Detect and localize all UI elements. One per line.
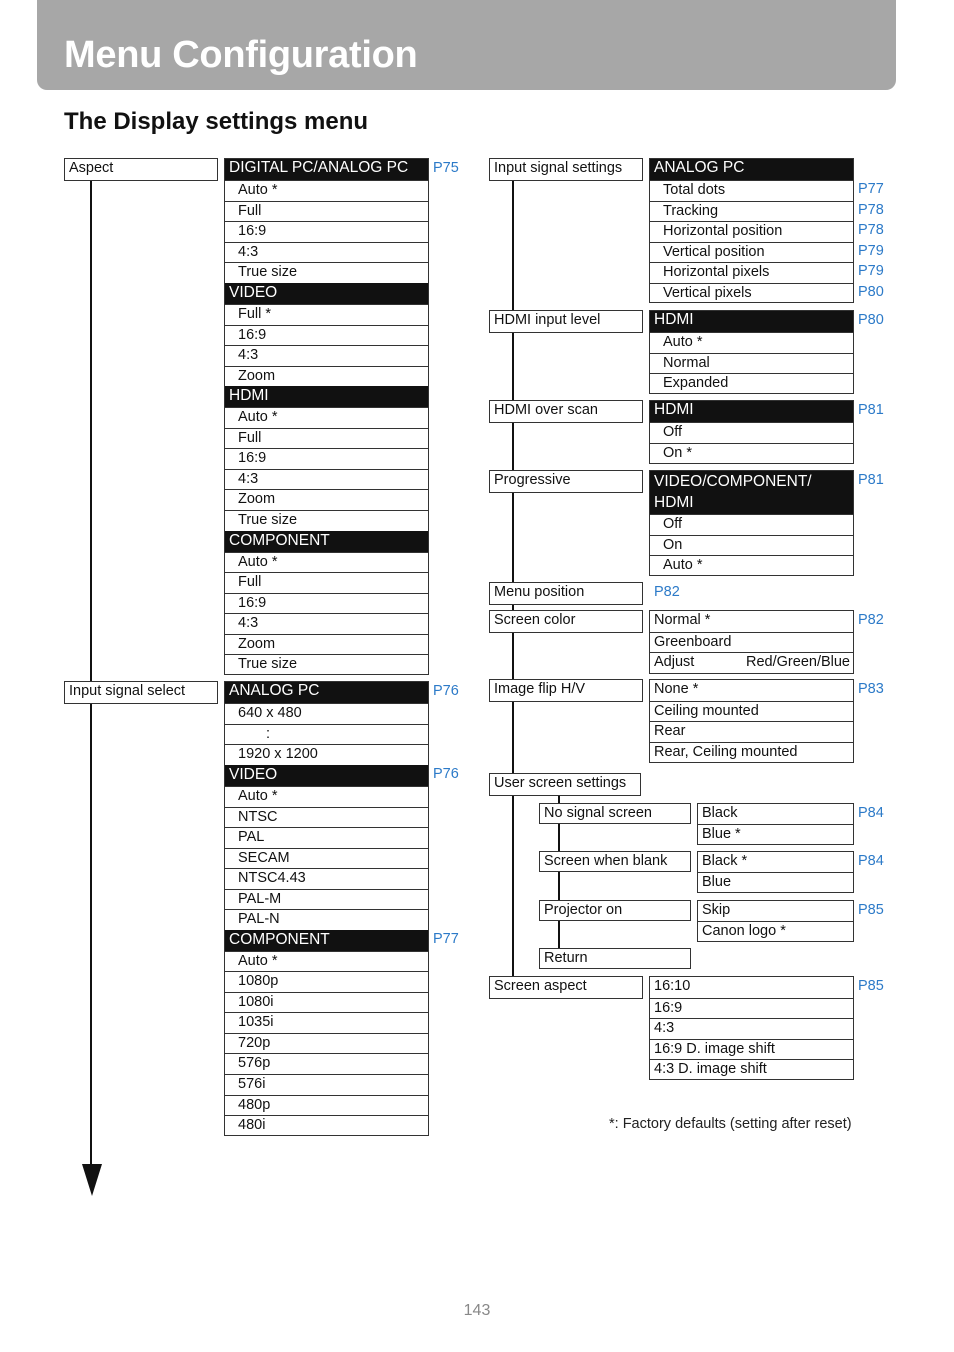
swb-option: Black * (702, 853, 748, 869)
input-signal-settings-list (649, 158, 854, 303)
image-flip-label: Image flip H/V (489, 679, 643, 702)
right-trunk-line (512, 180, 514, 978)
input-signal-select-label: Input signal select (64, 681, 218, 704)
input-signal-settings-label: Input signal settings (489, 158, 643, 181)
aspect-option: 4:3 (225, 345, 428, 366)
prog-option: On (650, 535, 853, 555)
sa-option: 16:9 D. image shift (650, 1039, 853, 1059)
aspect-options-list (224, 158, 429, 675)
page-ref-link[interactable]: P84 (858, 853, 884, 869)
aspect-group-hdmi: HDMI (225, 386, 428, 407)
aspect-option: Full (225, 428, 428, 448)
no-signal-screen-list (697, 803, 854, 845)
screen-aspect-label: Screen aspect (489, 976, 643, 999)
iss-option: 576i (225, 1074, 428, 1095)
flip-option: None * (654, 681, 699, 697)
page-title: Menu Configuration (64, 34, 418, 76)
section-title: The Display settings menu (64, 108, 369, 135)
hos-option: On * (650, 443, 853, 463)
iset-item: Total dots (650, 180, 853, 201)
aspect-option: Full (225, 201, 428, 221)
sa-option: 4:3 D. image shift (650, 1059, 853, 1079)
page-ref-link[interactable]: P80 (858, 312, 884, 328)
nss-option: Black (702, 805, 738, 821)
page-ref-link[interactable]: P77 (433, 931, 459, 947)
iss-option: 576p (225, 1053, 428, 1074)
iss-group-analog-pc: ANALOG PC (225, 682, 428, 703)
aspect-option: True size (225, 262, 428, 283)
aspect-option: 4:3 (225, 613, 428, 634)
pon-option: Skip (702, 902, 731, 918)
page-ref-link[interactable]: P79 (858, 243, 884, 259)
iss-option: Auto * (225, 951, 428, 971)
flip-option: Rear (650, 721, 853, 742)
prog-title-line2: HDMI (654, 494, 694, 511)
page-ref-link[interactable]: P81 (858, 402, 884, 418)
page-ref-link[interactable]: P83 (858, 681, 884, 697)
iset-item: Vertical pixels (650, 283, 853, 302)
page-ref-link[interactable]: P82 (858, 612, 884, 628)
aspect-option: 4:3 (225, 242, 428, 262)
sa-option: 4:3 (650, 1018, 853, 1039)
aspect-group-component: COMPONENT (225, 531, 428, 552)
aspect-option: Auto * (225, 180, 428, 201)
aspect-option: 16:9 (225, 221, 428, 242)
page-ref-link[interactable]: P78 (858, 222, 884, 238)
iss-option: 1035i (225, 1012, 428, 1033)
aspect-label: Aspect (64, 158, 218, 181)
flip-option: Ceiling mounted (650, 701, 853, 721)
progressive-label: Progressive (489, 470, 643, 493)
page-ref-link[interactable]: P85 (858, 978, 884, 994)
sa-option: 16:9 (650, 998, 853, 1018)
sa-option: 16:10 (654, 978, 691, 994)
prog-option: Auto * (650, 555, 853, 575)
page-ref-link[interactable]: P81 (858, 472, 884, 488)
pon-option: Canon logo * (698, 921, 853, 941)
footnote: *: Factory defaults (setting after reset) (609, 1116, 852, 1132)
screen-when-blank-label: Screen when blank (539, 851, 691, 872)
aspect-option: True size (225, 654, 428, 674)
aspect-option: 4:3 (225, 469, 428, 489)
image-flip-list (649, 679, 854, 763)
screen-when-blank-list (697, 851, 854, 893)
iss-option: NTSC (225, 807, 428, 827)
aspect-option: Zoom (225, 489, 428, 510)
iset-item: Horizontal pixels (650, 262, 853, 283)
aspect-option: Auto * (225, 552, 428, 572)
aspect-option: Zoom (225, 366, 428, 386)
iss-option: 1080i (225, 992, 428, 1012)
aspect-group-digital-pc: DIGITAL PC/ANALOG PC (225, 159, 428, 180)
hil-option: Normal (650, 353, 853, 373)
iss-ellipsis: : (266, 726, 271, 742)
page-ref-link[interactable]: P75 (433, 160, 459, 176)
progressive-list (649, 470, 854, 576)
screen-color-list (649, 610, 854, 674)
page-ref-link[interactable]: P79 (858, 263, 884, 279)
iss-option: 1080p (225, 971, 428, 992)
page-ref-link[interactable]: P84 (858, 805, 884, 821)
hdmi-input-level-list (649, 310, 854, 394)
sc-adjust-value: Red/Green/Blue (746, 654, 850, 670)
projector-on-label: Projector on (539, 900, 691, 921)
sc-option: Normal * (654, 612, 711, 628)
sc-option-adjust (650, 652, 853, 673)
flip-option: Rear, Ceiling mounted (650, 742, 853, 762)
iss-group-component: COMPONENT (225, 930, 428, 951)
iss-option: 1920 x 1200 (225, 744, 428, 765)
iss-option: 720p (225, 1033, 428, 1053)
hos-option: Off (650, 422, 853, 443)
hil-option: Expanded (650, 373, 853, 393)
iss-option: 480p (225, 1095, 428, 1115)
aspect-option: 16:9 (225, 448, 428, 469)
hdmi-input-level-label: HDMI input level (489, 310, 643, 333)
iss-option: Auto * (225, 786, 428, 807)
hos-group-hdmi: HDMI (650, 401, 853, 422)
iset-group-analog-pc: ANALOG PC (650, 159, 853, 180)
prog-option: Off (650, 514, 853, 535)
iss-group-video: VIDEO (225, 765, 428, 786)
page-ref-link[interactable]: P76 (433, 683, 459, 699)
iss-option: NTSC4.43 (225, 868, 428, 889)
iset-item: Tracking (650, 201, 853, 221)
hil-option: Auto * (650, 332, 853, 353)
down-arrow-icon (82, 1164, 102, 1196)
hdmi-over-scan-label: HDMI over scan (489, 400, 643, 423)
prog-title-line1: VIDEO/COMPONENT/ (654, 473, 812, 490)
iss-option: SECAM (225, 848, 428, 868)
aspect-option: 16:9 (225, 325, 428, 345)
iss-option: 640 x 480 (225, 703, 428, 724)
input-signal-select-list (224, 681, 429, 1136)
iset-item: Horizontal position (650, 221, 853, 242)
menu-position-label: Menu position (489, 582, 643, 605)
iss-option: 480i (225, 1115, 428, 1135)
page-ref-link[interactable]: P85 (858, 902, 884, 918)
page-ref-link[interactable]: P80 (858, 284, 884, 300)
aspect-option: Auto * (225, 407, 428, 428)
swb-option: Blue (698, 872, 853, 892)
no-signal-screen-label: No signal screen (539, 803, 691, 824)
header-banner (37, 0, 896, 90)
iss-option: PAL-N (225, 909, 428, 930)
nss-option: Blue * (698, 824, 853, 844)
sc-adjust-label: Adjust (654, 654, 695, 670)
prog-group-title (650, 471, 853, 514)
page-ref-link[interactable]: P77 (858, 181, 884, 197)
screen-aspect-list (649, 976, 854, 1080)
projector-on-list (697, 900, 854, 942)
iss-option (225, 724, 428, 744)
aspect-option: Full * (225, 304, 428, 325)
aspect-option: True size (225, 510, 428, 531)
aspect-group-video: VIDEO (225, 283, 428, 304)
sc-option: Greenboard (650, 632, 853, 652)
page-number: 143 (463, 1302, 491, 1319)
left-trunk-line (90, 180, 92, 1168)
aspect-option: 16:9 (225, 593, 428, 613)
page-ref-link[interactable]: P78 (858, 202, 884, 218)
screen-color-label: Screen color (489, 610, 643, 633)
iset-item: Vertical position (650, 242, 853, 262)
hdmi-over-scan-list (649, 400, 854, 464)
page-ref-link[interactable]: P76 (433, 766, 459, 782)
aspect-option: Full (225, 572, 428, 593)
return-label: Return (539, 948, 691, 969)
hil-group-hdmi: HDMI (650, 311, 853, 332)
page-ref-link[interactable]: P82 (654, 584, 680, 600)
iss-option: PAL-M (225, 889, 428, 909)
user-screen-settings-label: User screen settings (489, 773, 641, 796)
aspect-option: Zoom (225, 634, 428, 654)
iss-option: PAL (225, 827, 428, 848)
